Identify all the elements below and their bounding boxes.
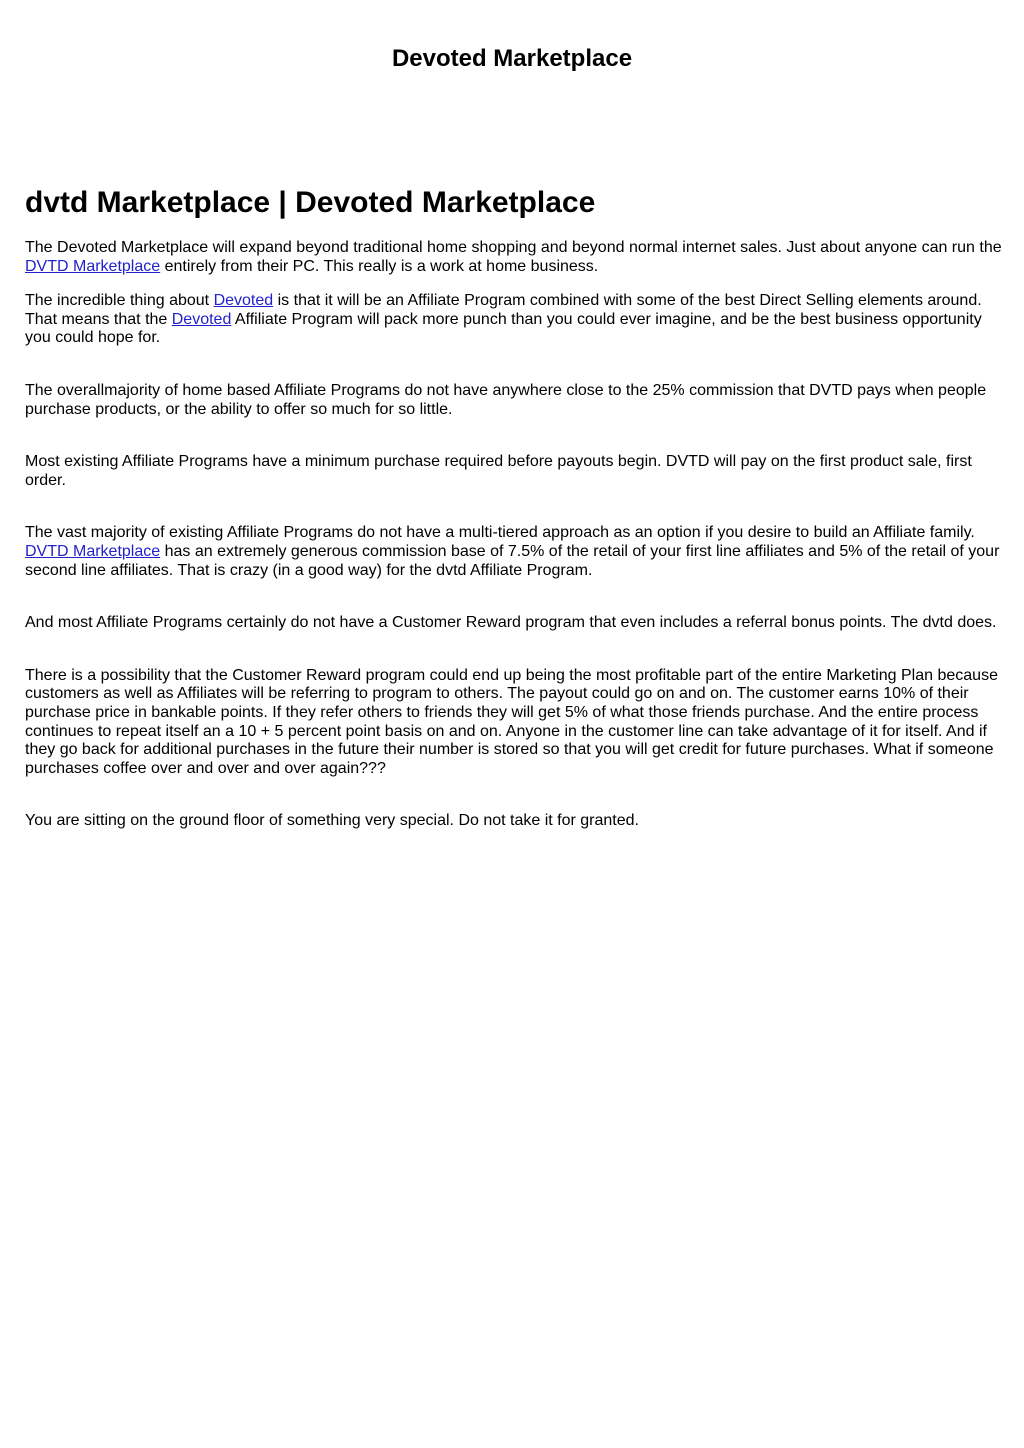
paragraph-reward-details: There is a possibility that the Customer Reward program could end up being the most profitable part of the entire Marketing Plan because customers as well as Affiliates will be referring to program to others. The payout could go on and on. The customer earns 10% of their purchase price in bankable points. If they refer others to friends they will get 5% of what those friends purchase. And the entire process continues to repeat itself an a 10 + 5 percent point basis on and on. Anyone in the customer line can take advantage of it for itself. And if they go back for additional purchases in the future their number is stored so that you will get credit for future purchases. What if someone purchases coffee over and over and over again??? xyxy=(25,666,998,777)
paragraph-text: entirely from their PC. This really is a work at home business. xyxy=(160,257,599,275)
paragraph-multi-tier xyxy=(25,524,1003,580)
paragraph-text: The vast majority of existing Affiliate Programs do not have a multi-tiered approach as an option if you desire to build an Affiliate family. xyxy=(25,524,975,542)
paragraph-customer-reward: And most Affiliate Programs certainly do not have a Customer Reward program that even includes a referral bonus points. The dvtd does. xyxy=(25,614,997,632)
paragraph-minimum-purchase: Most existing Affiliate Programs have a minimum purchase required before payouts begin. DVTD will pay on the first product sale, first order. xyxy=(25,453,972,489)
article-body xyxy=(25,185,1003,847)
devoted-link[interactable]: Devoted xyxy=(213,292,274,310)
paragraph-text: The incredible thing about xyxy=(25,292,214,310)
paragraph-text: has an extremely generous commission base of 7.5% of the retail of your first line affiliates and 5% of the retail of your second line affiliates. That is crazy (in a good way) for the dvtd Affiliate Program. xyxy=(25,542,1000,579)
paragraph-text: Affiliate Program will pack more punch than you could ever imagine, and be the best business opportunity you could hope for. xyxy=(25,310,982,347)
devoted-link-2[interactable]: Devoted xyxy=(171,310,232,328)
paragraph-closing: You are sitting on the ground floor of something very special. Do not take it for granted. xyxy=(25,812,639,830)
dvtd-marketplace-link-2[interactable]: DVTD Marketplace xyxy=(25,542,161,560)
paragraph-text: is that it will be an Affiliate Program combined with some of the best Direct Selling elements around. That means that the xyxy=(25,292,982,328)
paragraph-intro xyxy=(25,239,1003,276)
dvtd-marketplace-link[interactable]: DVTD Marketplace xyxy=(25,257,161,275)
paragraph-commission: The overallmajority of home based Affiliate Programs do not have anywhere close to the 25% commission that DVTD pays when people purchase products, or the ability to offer so much for so little. xyxy=(25,381,987,418)
paragraph-affiliate-program xyxy=(25,292,1003,348)
document-title: Devoted Marketplace xyxy=(391,45,633,72)
paragraph-text: The Devoted Marketplace will expand beyond traditional home shopping and beyond normal internet sales. Just about anyone can run the xyxy=(25,239,1002,256)
article-heading: dvtd Marketplace | Devoted Marketplace xyxy=(25,186,596,219)
